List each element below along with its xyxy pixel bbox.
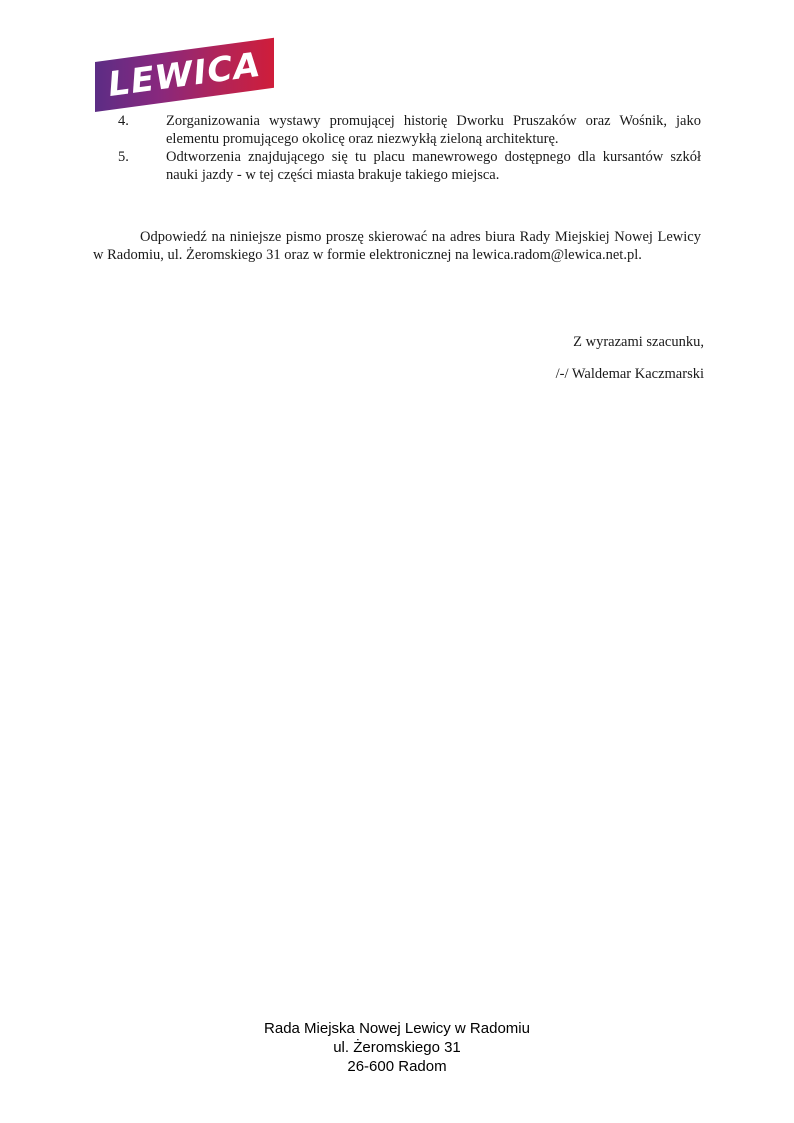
list-item-4-number: 4. <box>118 113 129 129</box>
closing-salutation: Z wyrazami szacunku, <box>573 334 704 350</box>
list-item-5 <box>93 148 701 184</box>
signature-line: /-/ Waldemar Kaczmarski <box>555 366 704 382</box>
numbered-list <box>93 112 701 184</box>
list-item-4 <box>93 112 701 148</box>
footer-street: ul. Żeromskiego 31 <box>333 1039 461 1056</box>
footer-address-block <box>0 1019 794 1076</box>
footer-organization: Rada Miejska Nowej Lewicy w Radomiu <box>264 1020 530 1037</box>
list-item-4-text: Zorganizowania wystawy promującej historię Dworku Pruszaków oraz Wośnik, jako elementu promującego okolicę oraz niezwykłą zieloną architekturę. <box>166 113 701 147</box>
lewica-logo-text: LEWICA <box>106 44 263 106</box>
footer-city: 26-600 Radom <box>347 1058 447 1075</box>
list-item-5-number: 5. <box>118 149 129 165</box>
list-item-5-text: Odtworzenia znajdującego się tu placu manewrowego dostępnego dla kursantów szkół nauki jazdy - w tej części miasta brakuje takiego miejsca. <box>166 149 701 183</box>
lewica-logo <box>95 38 274 112</box>
reply-address-paragraph: Odpowiedź na niniejsze pismo proszę skierować na adres biura Rady Miejskiej Nowej Lewicy w Radomiu, ul. Żeromskiego 31 oraz w formie elektronicznej na lewica.radom@lewica.net.pl. <box>93 229 701 263</box>
